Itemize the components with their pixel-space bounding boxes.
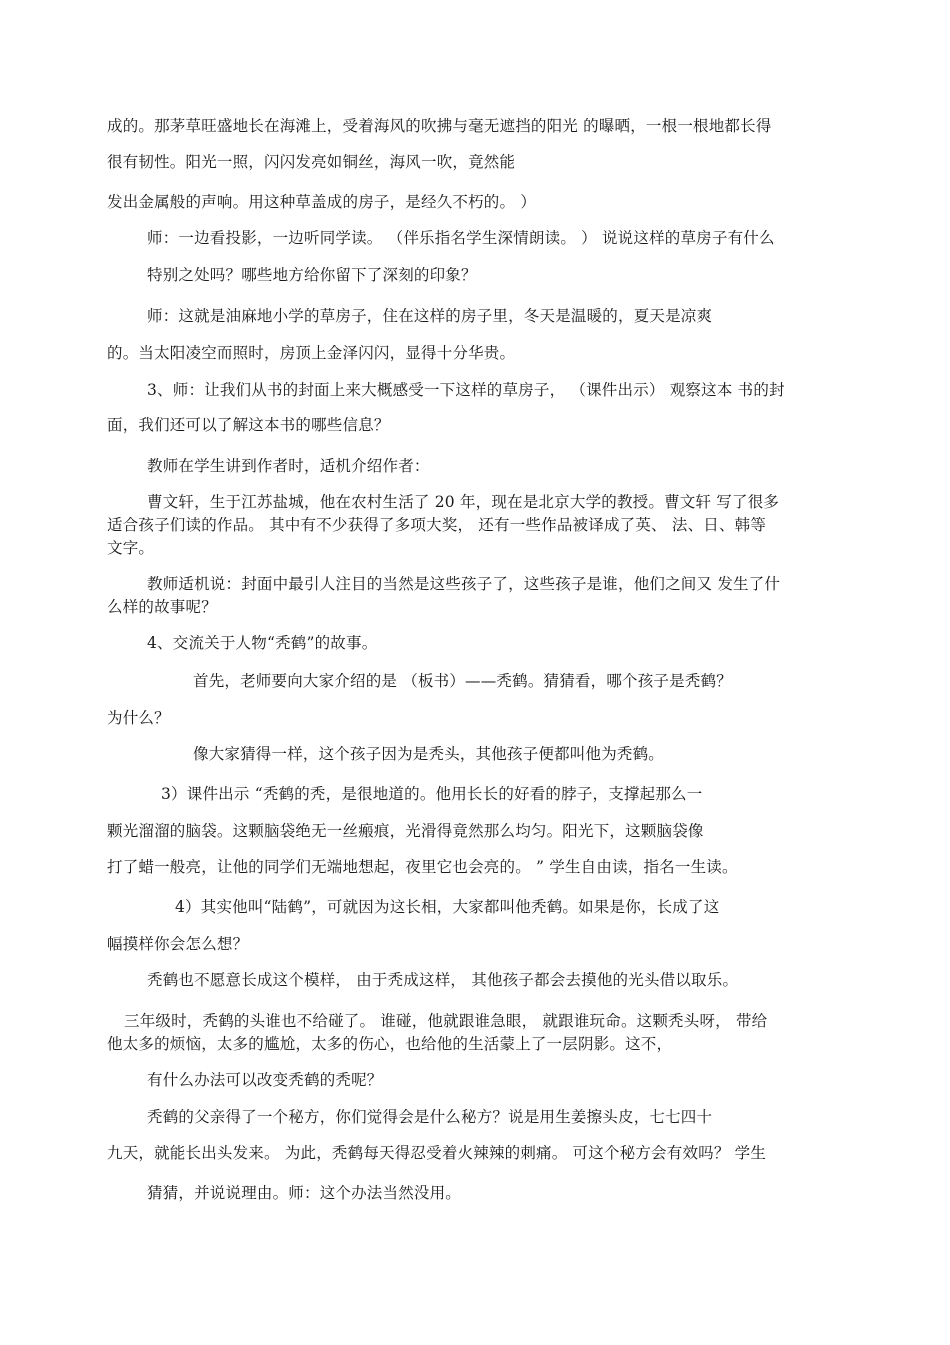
text-line: 打了蜡一般亮，让他的同学们无端地想起，夜里它也会亮的。 ” 学生自由读，指名一生读。 [107, 858, 738, 876]
text-line: 师：这就是油麻地小学的草房子，住在这样的房子里，冬天是温暖的，夏天是凉爽 [147, 307, 713, 325]
text-line: 发出金属般的声响。用这种草盖成的房子，是经久不朽的。 ） [107, 193, 537, 211]
text-line: 文字。 [107, 539, 155, 557]
text-line: 秃鹤的父亲得了一个秘方，你们觉得会是什么秘方？说是用生姜擦头皮，七七四十 [147, 1108, 713, 1126]
text-line: 4、交流关于人物“秃鹤”的故事。 [147, 634, 378, 652]
text-line: 4）其实他叫“陆鹤”，可就因为这长相，大家都叫他秃鹤。如果是你，长成了这 [175, 898, 720, 916]
text-line: 三年级时，秃鹤的头谁也不给碰了。 谁碰，他就跟谁急眼， 就跟谁玩命。这颗秃头呀， 带给 [124, 1012, 768, 1030]
text-line: 像大家猜得一样，这个孩子因为是秃头，其他孩子便都叫他为秃鹤。 [193, 745, 665, 763]
text-line: 成的。那茅草旺盛地长在海滩上，受着海风的吹拂与毫无遮挡的阳光 的曝晒，一根一根地都长得 [107, 117, 772, 135]
text-line: 很有韧性。阳光一照，闪闪发亮如铜丝，海风一吹，竟然能 [107, 153, 516, 171]
text-line: 秃鹤也不愿意长成这个模样， 由于秃成这样， 其他孩子都会去摸他的光头借以取乐。 [147, 971, 739, 989]
text-line: 首先，老师要向大家介绍的是 （板书）——秃鹤。猜猜看，哪个孩子是秃鹤？ [193, 672, 732, 690]
text-line: 为什么？ [107, 709, 170, 727]
text-line: 教师在学生讲到作者时，适机介绍作者： [147, 457, 430, 475]
text-line: 面，我们还可以了解这本书的哪些信息？ [107, 416, 390, 434]
text-line: 九天，就能长出头发来。 为此，秃鹤每天得忍受着火辣辣的刺痛。 可这个秘方会有效吗？ 学生 [107, 1144, 767, 1162]
text-line: 幅摸样你会怎么想？ [107, 935, 249, 953]
text-line: 颗光溜溜的脑袋。这颗脑袋绝无一丝瘢痕，光滑得竟然那么均匀。阳光下，这颗脑袋像 [107, 822, 704, 840]
text-line: 的。当太阳凌空而照时，房顶上金泽闪闪，显得十分华贵。 [107, 344, 516, 362]
text-line: 3、师：让我们从书的封面上来大概感受一下这样的草房子， （课件出示） 观察这本 书的封 [147, 381, 785, 399]
text-line: 有什么办法可以改变秃鹤的秃呢？ [147, 1071, 383, 1089]
text-line: 适合孩子们读的作品。 其中有不少获得了多项大奖， 还有一些作品被译成了英、 法、日、韩等 [107, 516, 767, 534]
text-line: 教师适机说：封面中最引人注目的当然是这些孩子了，这些孩子是谁，他们之间又 发生了什 [147, 575, 781, 593]
text-line: 3）课件出示 “秃鹤的秃，是很地道的。他用长长的好看的脖子，支撑起那么一 [161, 785, 703, 803]
text-line: 猜猜，并说说理由。师：这个办法当然没用。 [147, 1184, 462, 1202]
text-line: 他太多的烦恼，太多的尴尬，太多的伤心，也给他的生活蒙上了一层阴影。这不， [107, 1035, 673, 1053]
text-line: 么样的故事呢？ [107, 598, 217, 616]
text-line: 曹文轩，生于江苏盐城，他在农村生活了 20 年，现在是北京大学的教授。曹文轩 写了很多 [147, 493, 780, 511]
text-line: 特别之处吗？哪些地方给你留下了深刻的印象？ [147, 266, 477, 284]
text-line: 师：一边看投影，一边听同学读。 （伴乐指名学生深情朗读。 ） 说说这样的草房子有什么 [147, 229, 775, 247]
